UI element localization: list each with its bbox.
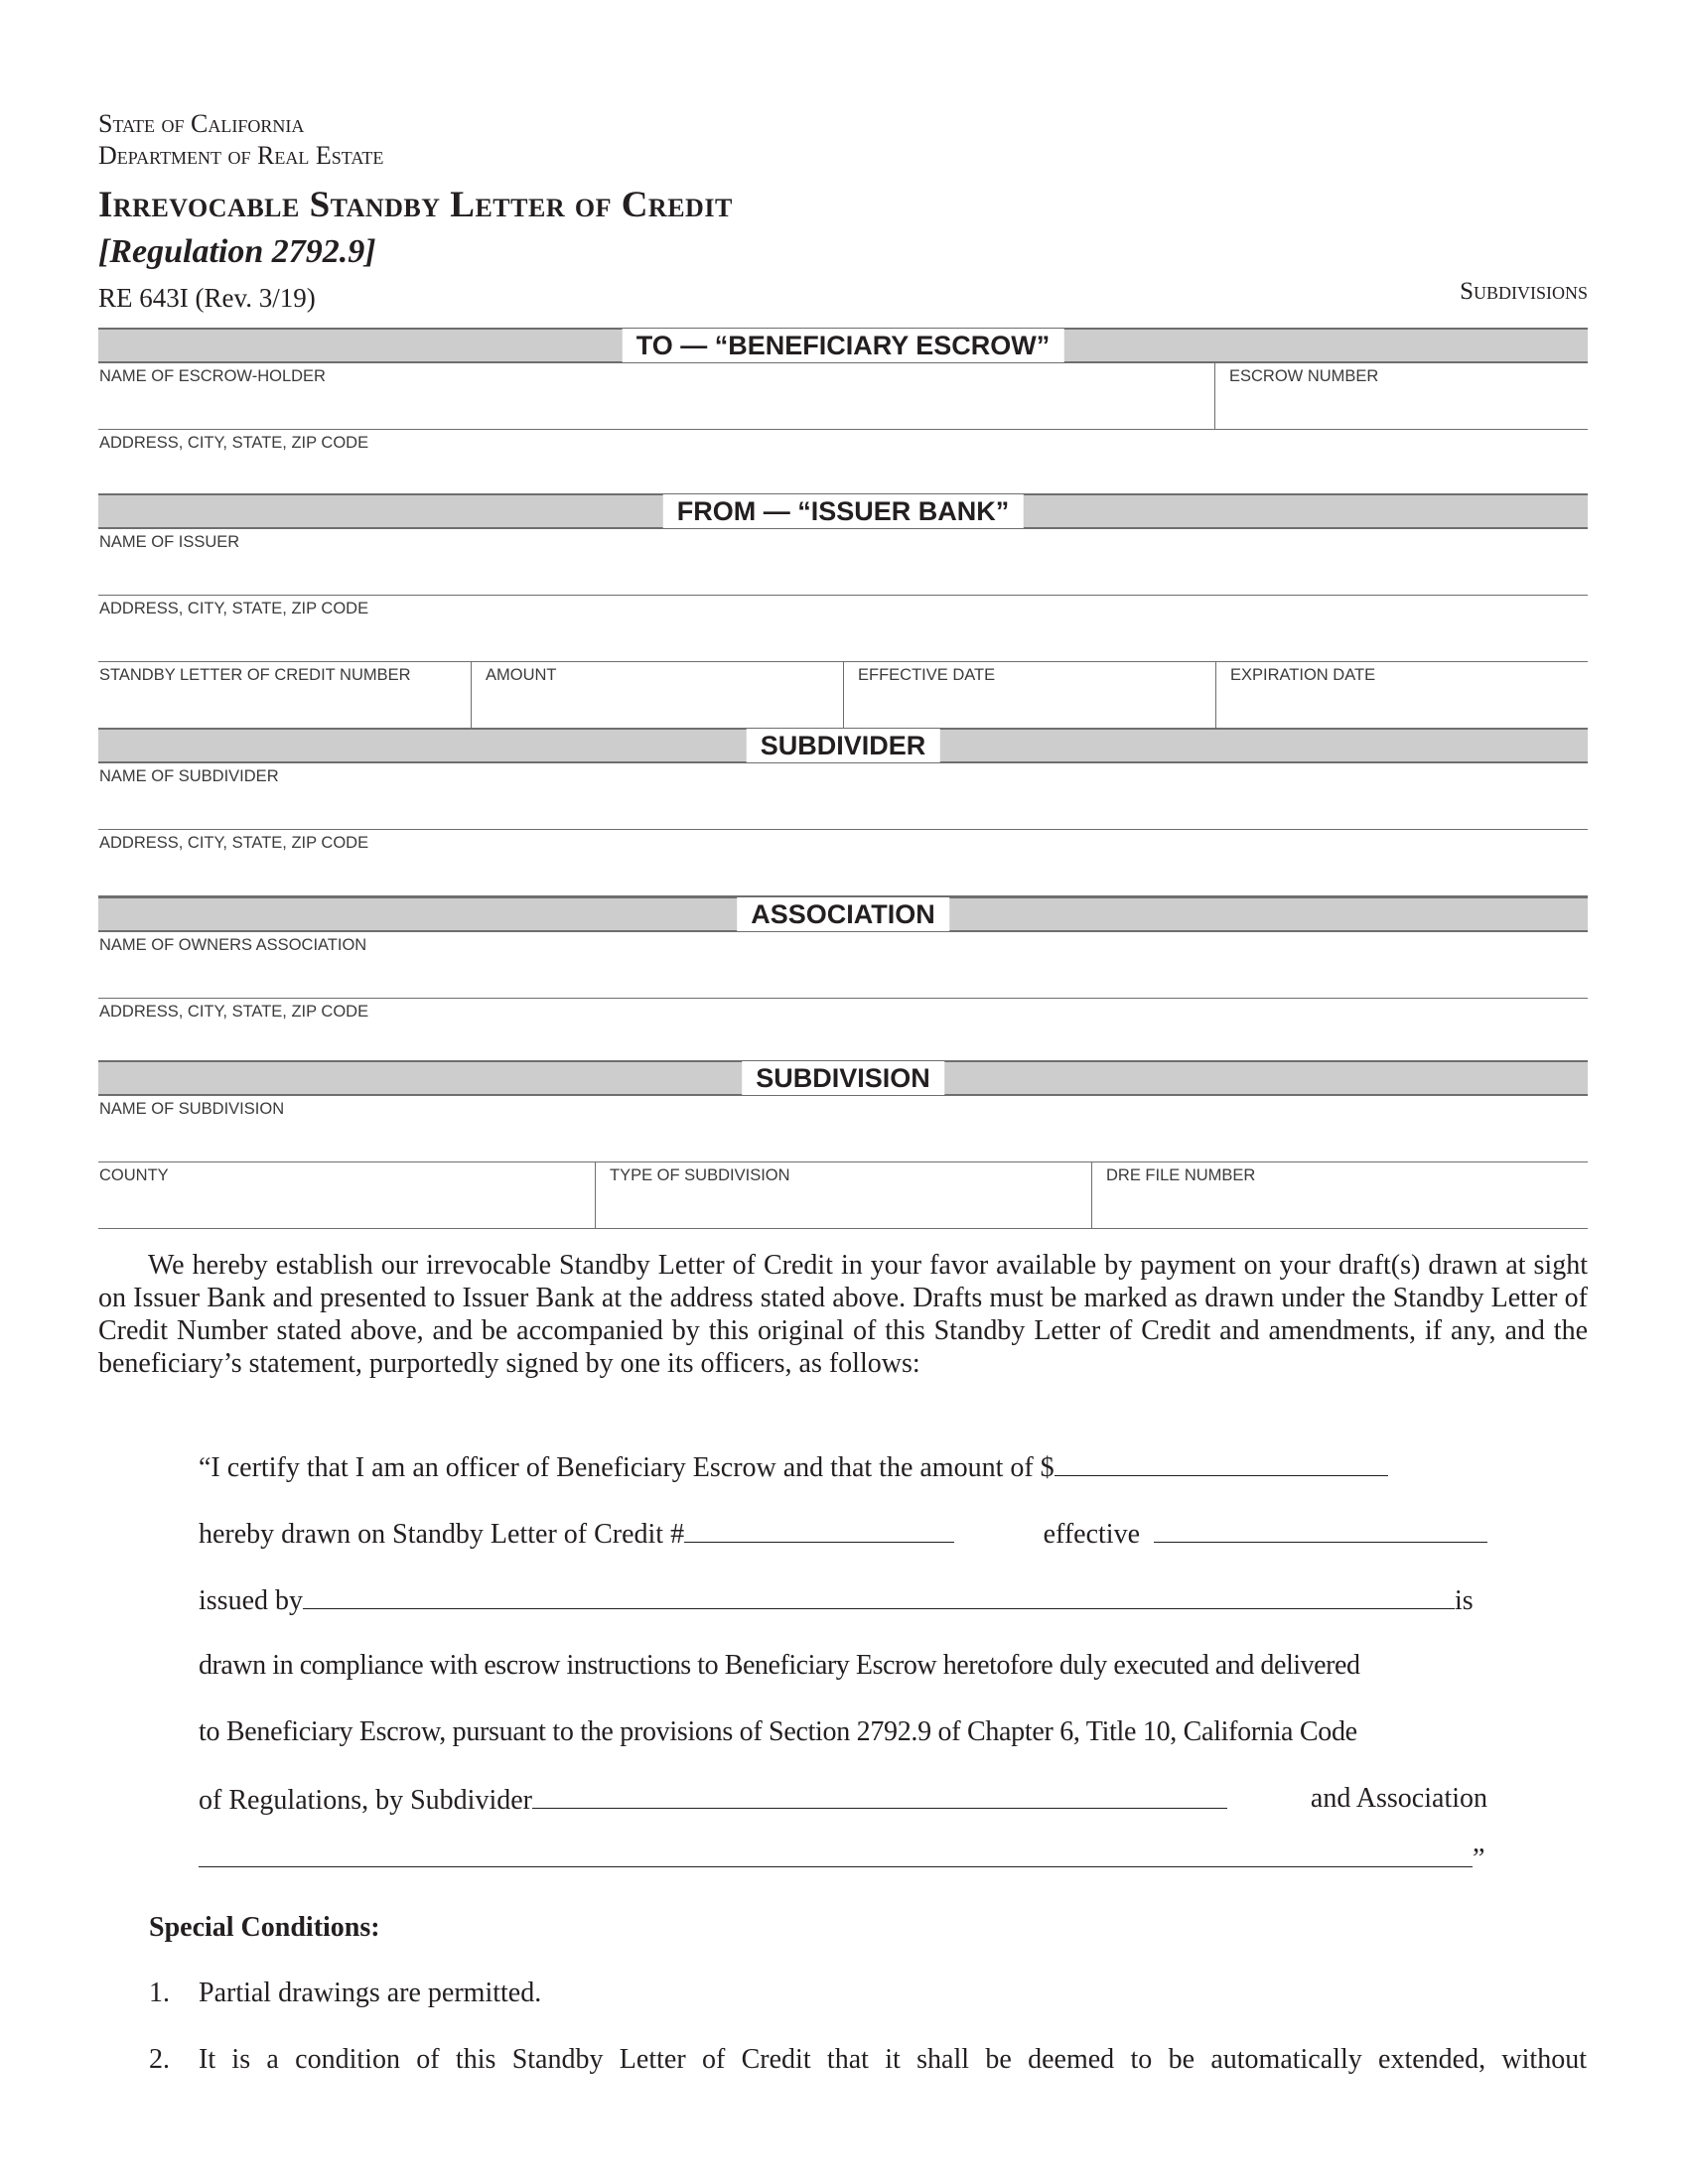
field-label: ADDRESS, CITY, STATE, ZIP CODE (99, 1003, 369, 1021)
issuer-address-field[interactable] (98, 596, 1588, 661)
subdivider-name-field[interactable] (98, 763, 1588, 829)
amount-blank[interactable] (1055, 1449, 1388, 1476)
field-label: NAME OF ISSUER (99, 533, 240, 551)
escrow-address-row (98, 430, 1588, 496)
escrow-number-field[interactable] (1214, 363, 1588, 429)
subdivision-name-field[interactable] (98, 1096, 1588, 1161)
field-label: EFFECTIVE DATE (858, 666, 996, 684)
effective-date-field[interactable] (843, 662, 1215, 728)
section-bar-subdivision (98, 1060, 1588, 1096)
section-bar-association (98, 896, 1588, 932)
cert-line-5: to Beneficiary Escrow, pursuant to the provisions of Section 2792.9 of Chapter 6, Title 10, California Code (199, 1716, 1357, 1747)
field-label: ADDRESS, CITY, STATE, ZIP CODE (99, 834, 369, 852)
cert-line-7 (199, 1841, 1487, 1876)
expiration-date-field[interactable] (1215, 662, 1588, 728)
issuer-address-row (98, 596, 1588, 662)
special-conditions-heading: Special Conditions: (149, 1912, 380, 1943)
issuer-name-row (98, 529, 1588, 596)
condition-text: It is a condition of this Standby Letter of Credit that it shall be deemed to be automatically extended, without (199, 2044, 1587, 2075)
section-bar-to (98, 328, 1588, 363)
field-label: EXPIRATION DATE (1230, 666, 1376, 684)
subdivision-name-row (98, 1096, 1588, 1162)
amount-field[interactable] (471, 662, 843, 728)
field-label: DRE FILE NUMBER (1106, 1166, 1256, 1184)
association-name-row (98, 932, 1588, 999)
cert-text: is (1455, 1585, 1474, 1616)
loc-number-field[interactable] (98, 662, 471, 728)
field-label: AMOUNT (486, 666, 557, 684)
field-label: NAME OF SUBDIVISION (99, 1100, 285, 1118)
subdivision-type-field[interactable] (595, 1162, 1091, 1228)
field-label: STANDBY LETTER OF CREDIT NUMBER (99, 666, 411, 684)
section-bar-subdivider (98, 728, 1588, 763)
county-field[interactable] (98, 1162, 595, 1228)
escrow-address-field[interactable] (98, 430, 1588, 495)
association-address-row (98, 999, 1588, 1065)
field-label: NAME OF SUBDIVIDER (99, 767, 279, 785)
form-title: Irrevocable Standby Letter of Credit (98, 185, 733, 225)
association-blank[interactable] (199, 1841, 1473, 1867)
section-heading-association: ASSOCIATION (737, 897, 949, 931)
issued-by-blank[interactable] (303, 1582, 1455, 1609)
cert-text: of Regulations, by Subdivider (199, 1785, 532, 1816)
establishment-paragraph: We hereby establish our irrevocable Standby Letter of Credit in your favor available by payment on your draft(s) drawn at sight on Issuer Bank and presented to Issuer Bank at the address stated above. Drafts must be marked as drawn under the Standby Letter of Credit Number stated above, and be accompanied by this original of this Standby Letter of Credit and amendments, if any, and the beneficiary’s statement, purportedly signed by one its officers, as follows: (98, 1250, 1588, 1379)
subdivider-address-row (98, 830, 1588, 896)
section-heading-to: TO — “BENEFICIARY ESCROW” (623, 329, 1064, 362)
condition-text: Partial drawings are permitted. (199, 1978, 542, 2008)
cert-line-6 (199, 1782, 1487, 1818)
cert-text: “I certify that I am an officer of Beneficiary Escrow and that the amount of $ (199, 1452, 1055, 1483)
escrow-holder-row (98, 363, 1588, 430)
condition-number: 2. (149, 2044, 170, 2075)
cert-close-quote: ” (1473, 1843, 1485, 1874)
field-label: ESCROW NUMBER (1229, 367, 1379, 385)
cert-text: hereby drawn on Standby Letter of Credit # (199, 1519, 685, 1550)
cert-line-3 (199, 1582, 1487, 1618)
field-label: COUNTY (99, 1166, 169, 1184)
escrow-holder-field[interactable] (98, 363, 1214, 429)
section-heading-subdivision: SUBDIVISION (742, 1061, 944, 1095)
section-heading-subdivider: SUBDIVIDER (747, 729, 940, 762)
credit-details-row (98, 662, 1588, 729)
cert-text: issued by (199, 1585, 303, 1616)
condition-number: 1. (149, 1978, 170, 2008)
cert-line-4: drawn in compliance with escrow instructions to Beneficiary Escrow heretofore duly executed and delivered (199, 1650, 1360, 1681)
field-label: NAME OF ESCROW-HOLDER (99, 367, 326, 385)
field-label: TYPE OF SUBDIVISION (610, 1166, 790, 1184)
cert-text: effective (1043, 1519, 1140, 1550)
subdivision-details-row (98, 1162, 1588, 1229)
association-name-field[interactable] (98, 932, 1588, 998)
cert-line-1 (199, 1449, 1487, 1485)
regulation-reference: [Regulation 2792.9] (98, 233, 376, 270)
field-label: ADDRESS, CITY, STATE, ZIP CODE (99, 434, 369, 452)
field-label: ADDRESS, CITY, STATE, ZIP CODE (99, 600, 369, 617)
form-category: Subdivisions (1460, 278, 1588, 305)
subdivider-blank[interactable] (532, 1782, 1227, 1809)
issuer-name-field[interactable] (98, 529, 1588, 595)
subdivider-address-field[interactable] (98, 830, 1588, 895)
dre-file-number-field[interactable] (1091, 1162, 1588, 1228)
section-heading-from: FROM — “ISSUER BANK” (663, 494, 1024, 528)
state-name: State of California (98, 109, 305, 138)
cert-text: and Association (1310, 1783, 1487, 1814)
cert-line-2 (199, 1516, 1487, 1552)
loc-number-blank[interactable] (684, 1516, 954, 1543)
association-address-field[interactable] (98, 999, 1588, 1064)
form-number: RE 643I (Rev. 3/19) (98, 283, 316, 313)
effective-blank[interactable] (1154, 1516, 1487, 1543)
subdivider-name-row (98, 763, 1588, 830)
field-label: NAME OF OWNERS ASSOCIATION (99, 936, 367, 954)
section-bar-from (98, 493, 1588, 529)
department-name: Department of Real Estate (98, 141, 384, 170)
